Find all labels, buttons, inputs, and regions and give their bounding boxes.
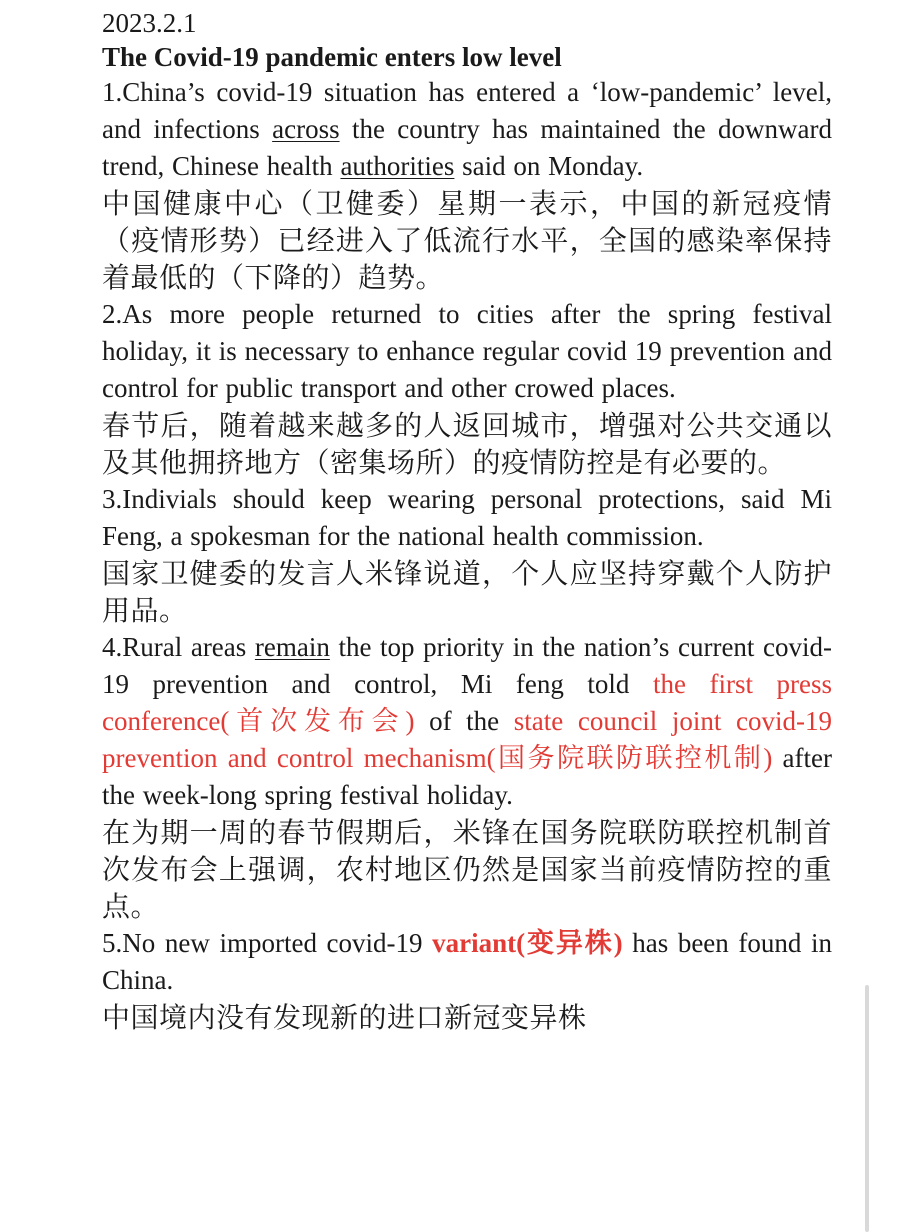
p5-highlight-variant: variant(变异株) xyxy=(432,928,623,958)
article-title: The Covid-19 pandemic enters low level xyxy=(102,42,562,72)
p2-english: 2.As more people returned to cities after the spring festival holiday, it is necessary to enhance regular covid 19 prevention and control for public transport and other crowed places. xyxy=(102,299,832,403)
p5-english xyxy=(102,925,832,999)
vertical-scrollbar[interactable] xyxy=(865,985,869,1232)
p3-english: 3.Indivials should keep wearing personal protections, said Mi Feng, a spokesman for the national health commission. xyxy=(102,484,832,551)
p1-text-c: said on Monday. xyxy=(454,151,644,181)
p4-underlined-remain: remain xyxy=(254,632,330,662)
p5-chinese: 中国境内没有发现新的进口新冠变异株 xyxy=(102,1001,587,1034)
p3-chinese: 国家卫健委的发言人米锋说道，个人应坚持穿戴个人防护用品。 xyxy=(102,557,832,627)
p1-underlined-authorities: authorities xyxy=(340,151,455,181)
p4-highlight-press-conference: the first press conference(首次发布会) xyxy=(102,669,833,736)
p5-text-b: has been found in China. xyxy=(102,928,833,995)
p4-highlight-mechanism: state council joint covid-19 prevention and control mechanism(国务院联防联控机制) xyxy=(102,706,832,773)
p4-text-a: 4.Rural areas xyxy=(102,632,255,662)
p4-text-b: the top priority in the nation’s current covid-19 prevention and control, Mi feng told xyxy=(102,632,833,699)
p1-chinese: 中国健康中心（卫健委）星期一表示，中国的新冠疫情（疫情形势）已经进入了低流行水平，全国的感染率保持着最低的（下降的）趋势。 xyxy=(102,187,832,294)
article xyxy=(102,6,832,1036)
article-date: 2023.2.1 xyxy=(102,8,197,38)
p5-text-a: 5.No new imported covid-19 xyxy=(102,928,433,958)
p1-text-a: 1.China’s covid-19 situation has entered a ‘low-pandemic’ level, and infections xyxy=(102,77,832,144)
p1-text-b: the country has maintained the downward trend, Chinese health xyxy=(102,114,832,181)
p4-text-d: after the week-long spring festival holiday. xyxy=(102,743,833,810)
p1-english xyxy=(102,74,832,185)
p2-chinese: 春节后，随着越来越多的人返回城市，增强对公共交通以及其他拥挤地方（密集场所）的疫情防控是有必要的。 xyxy=(102,409,832,479)
p4-chinese: 在为期一周的春节假期后，米锋在国务院联防联控机制首次发布会上强调，农村地区仍然是国家当前疫情防控的重点。 xyxy=(102,816,832,923)
p4-text-c: of the xyxy=(414,706,514,736)
p4-english xyxy=(102,629,832,814)
p1-underlined-across: across xyxy=(272,114,340,144)
